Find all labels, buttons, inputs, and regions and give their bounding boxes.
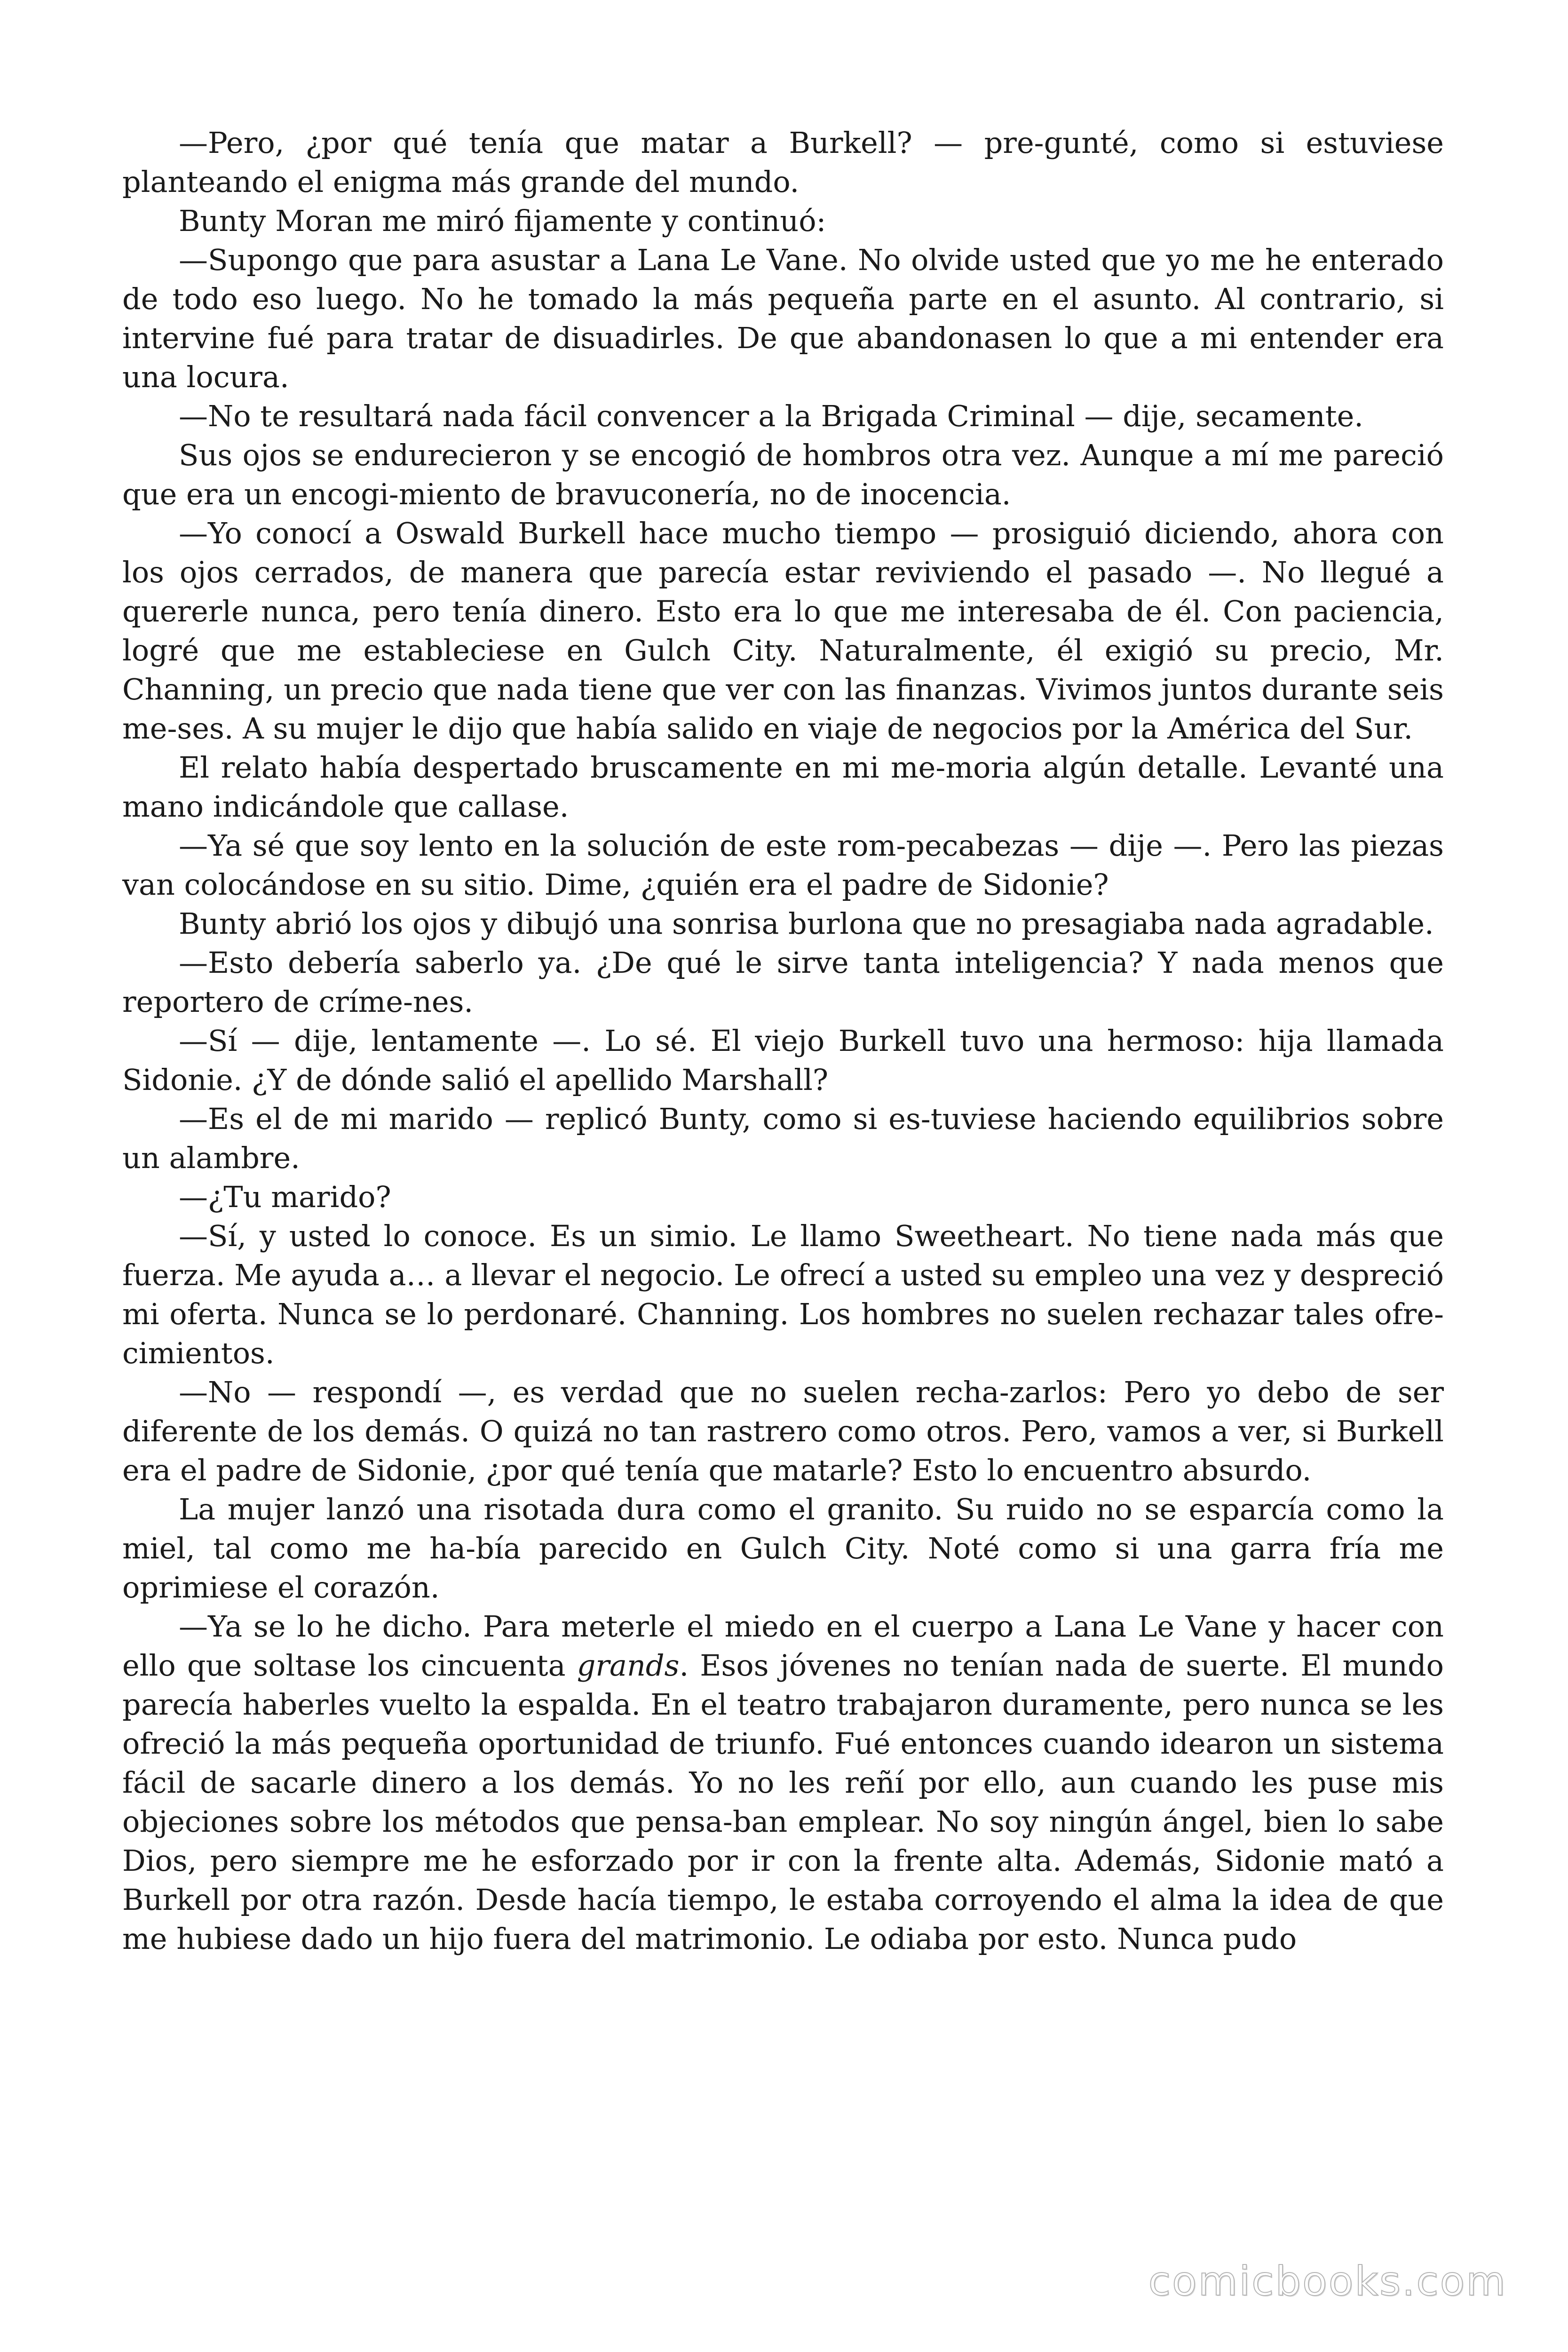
paragraph: —Sí — dije, lentamente —. Lo sé. El viejo Burkell tuvo una hermoso: hija llamada Sidonie. ¿Y de dónde salió el apellido Marshall?	[122, 1024, 1444, 1097]
paragraph: —No te resultará nada fácil convencer a la Brigada Criminal — dije, secamente.	[179, 399, 1363, 433]
paragraph: Bunty Moran me miró fijamente y continuó:	[179, 204, 826, 238]
paragraph: —No — respondí —, es verdad que no suelen recha-zarlos: Pero yo debo de ser diferente de los demás. O quizá no tan rastrero como otros. Pero, vamos a ver, si Burkell era el padre de Sidonie, ¿por qué tenía que matarle? Esto lo encuentro absurdo.	[122, 1375, 1444, 1487]
paragraph: Sus ojos se endurecieron y se encogió de hombros otra vez. Aunque a mí me pareció que era un encogi-miento de bravuconería, no de inocencia.	[122, 438, 1444, 511]
paragraph: El relato había despertado bruscamente en mi me-moria algún detalle. Levanté una mano indicándole que callase.	[122, 750, 1444, 824]
paragraph: —¿Tu marido?	[179, 1180, 391, 1214]
paragraph: —Ya sé que soy lento en la solución de este rom-pecabezas — dije —. Pero las piezas van colocándose en su sitio. Dime, ¿quién era el padre de Sidonie?	[122, 828, 1444, 902]
paragraph: —Sí, y usted lo conoce. Es un simio. Le llamo Sweetheart. No tiene nada más que fuerza. Me ayuda a… a llevar el negocio. Le ofrecí a usted su empleo una vez y despreció mi oferta. Nunca se lo perdonaré. Channing. Los hombres no suelen rechazar tales ofre-cimientos.	[122, 1219, 1444, 1370]
last-paragraph-start: —Ya se lo he dicho. Para meterle el miedo en el cuerpo a Lana Le Vane y hacer con ello que soltase los cincuenta	[122, 1609, 1444, 1683]
paragraph: —Es el de mi marido — replicó Bunty, como si es-tuviese haciendo equilibrios sobre un alambre.	[122, 1102, 1444, 1175]
paragraph: —Esto debería saberlo ya. ¿De qué le sirve tanta inteligencia? Y nada menos que reportero de críme-nes.	[122, 946, 1444, 1019]
paragraph: —Supongo que para asustar a Lana Le Vane. No olvide usted que yo me he enterado de todo eso luego. No he tomado la más pequeña parte en el asunto. Al contrario, si intervine fué para tratar de disuadirles. De que abandonasen lo que a mi entender era una locura.	[122, 243, 1444, 394]
paragraph: Bunty abrió los ojos y dibujó una sonrisa burlona que no presagiaba nada agradable.	[179, 906, 1434, 941]
watermark: comicbooks.com	[1148, 2258, 1507, 2305]
last-paragraph	[122, 1607, 1444, 1958]
last-paragraph-end: . Esos jóvenes no tenían nada de suerte. El mundo parecía haberles vuelto la espalda. En el teatro trabajaron duramente, pero nunca se les ofreció la más pequeña oportunidad de triunfo. Fué entonces cuando idearon un sistema fácil de sacarle dinero a los demás. Yo no les reñí por ello, aun cuando les puse mis objeciones sobre los métodos que pensa-ban emplear. No soy ningún ángel, bien lo sabe Dios, pero siempre me he esforzado por ir con la frente alta. Además, Sidonie mató a Burkell por otra razón. Desde hacía tiempo, le estaba corroyendo el alma la idea de que me hubiese dado un hijo fuera del matrimonio. Le odiaba por esto. Nunca pudo	[122, 1648, 1444, 1956]
paragraph: —Yo conocí a Oswald Burkell hace mucho tiempo — prosiguió diciendo, ahora con los ojos cerrados, de manera que parecía estar reviviendo el pasado —. No llegué a quererle nunca, pero tenía dinero. Esto era lo que me interesaba de él. Con paciencia, logré que me estableciese en Gulch City. Naturalmente, él exigió su precio, Mr. Channing, un precio que nada tiene que ver con las finanzas. Vivimos juntos durante seis me-ses. A su mujer le dijo que había salido en viaje de negocios por la América del Sur.	[122, 516, 1444, 746]
page-body	[122, 123, 1444, 1958]
paragraph: —Pero, ¿por qué tenía que matar a Burkell? — pre-gunté, como si estuviese planteando el enigma más grande del mundo.	[122, 126, 1444, 199]
italic-word: grands	[577, 1648, 680, 1683]
paragraph: La mujer lanzó una risotada dura como el granito. Su ruido no se esparcía como la miel, tal como me ha-bía parecido en Gulch City. Noté como si una garra fría me oprimiese el corazón.	[122, 1492, 1444, 1605]
